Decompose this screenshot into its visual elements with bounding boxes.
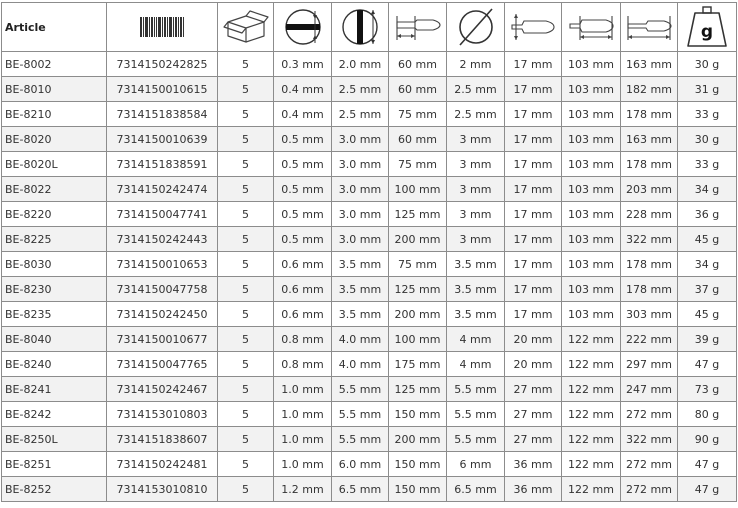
weight-cell: 47 g [678, 452, 737, 477]
blade-width-cell: 2.0 mm [332, 52, 389, 77]
table-row [2, 52, 737, 77]
pack-qty-cell: 5 [218, 452, 274, 477]
total-length-cell: 222 mm [621, 327, 678, 352]
blade-thickness-cell: 1.0 mm [274, 452, 332, 477]
pack-qty-cell: 5 [218, 152, 274, 177]
ean-cell: 7314150242825 [107, 52, 218, 77]
blade-length-cell: 100 mm [389, 177, 447, 202]
article-cell: BE-8225 [2, 227, 107, 252]
shaft-diameter-column-header [447, 3, 505, 52]
handle-length-cell: 122 mm [562, 327, 621, 352]
handle-diameter-cell: 17 mm [505, 102, 562, 127]
blade-length-cell: 125 mm [389, 277, 447, 302]
weight-cell: 37 g [678, 277, 737, 302]
total-length-icon [624, 10, 674, 44]
article-cell: BE-8230 [2, 277, 107, 302]
pack-qty-cell: 5 [218, 77, 274, 102]
blade-length-cell: 60 mm [389, 77, 447, 102]
handle-diameter-cell: 17 mm [505, 227, 562, 252]
handle-length-cell: 122 mm [562, 452, 621, 477]
blade-width-cell: 2.5 mm [332, 102, 389, 127]
ean-cell: 7314150242474 [107, 177, 218, 202]
table-row [2, 77, 737, 102]
handle-diameter-cell: 27 mm [505, 402, 562, 427]
shaft-diameter-cell: 3.5 mm [447, 302, 505, 327]
handle-length-cell: 103 mm [562, 302, 621, 327]
blade-thickness-cell: 0.5 mm [274, 152, 332, 177]
barcode-icon [138, 15, 186, 39]
total-length-cell: 322 mm [621, 227, 678, 252]
handle-length-cell: 103 mm [562, 277, 621, 302]
blade-width-cell: 5.5 mm [332, 427, 389, 452]
blade-length-cell: 150 mm [389, 452, 447, 477]
handle-length-cell: 122 mm [562, 352, 621, 377]
ean-cell: 7314151838591 [107, 152, 218, 177]
blade-thickness-cell: 0.6 mm [274, 277, 332, 302]
weight-cell: 30 g [678, 52, 737, 77]
article-cell: BE-8251 [2, 452, 107, 477]
weight-cell: 47 g [678, 477, 737, 502]
blade-width-cell: 3.5 mm [332, 302, 389, 327]
blade-thickness-cell: 0.8 mm [274, 352, 332, 377]
total-length-cell: 303 mm [621, 302, 678, 327]
blade-width-cell: 3.0 mm [332, 152, 389, 177]
handle-diameter-cell: 20 mm [505, 327, 562, 352]
pack-qty-cell: 5 [218, 277, 274, 302]
package-box-icon [222, 10, 270, 44]
handle-length-cell: 103 mm [562, 152, 621, 177]
article-column-header: Article [2, 3, 107, 52]
blade-width-cell: 5.5 mm [332, 402, 389, 427]
ean-cell: 7314150242467 [107, 377, 218, 402]
blade-thickness-cell: 1.0 mm [274, 427, 332, 452]
handle-diameter-cell: 17 mm [505, 177, 562, 202]
table-row [2, 402, 737, 427]
pack-qty-cell: 5 [218, 127, 274, 152]
ean-cell: 7314150242443 [107, 227, 218, 252]
header-row [2, 3, 737, 52]
blade-thickness-cell: 0.3 mm [274, 52, 332, 77]
blade-width-column-header [332, 3, 389, 52]
blade-thickness-cell: 0.8 mm [274, 327, 332, 352]
weight-cell: 90 g [678, 427, 737, 452]
weight-cell: 80 g [678, 402, 737, 427]
handle-length-cell: 122 mm [562, 377, 621, 402]
shaft-diameter-icon [454, 7, 498, 47]
blade-length-cell: 75 mm [389, 252, 447, 277]
ean-cell: 7314150047765 [107, 352, 218, 377]
table-row [2, 452, 737, 477]
blade-width-cell: 3.0 mm [332, 227, 389, 252]
ean-cell: 7314150242481 [107, 452, 218, 477]
shaft-diameter-cell: 2.5 mm [447, 77, 505, 102]
article-cell: BE-8020 [2, 127, 107, 152]
blade-length-cell: 100 mm [389, 327, 447, 352]
weight-cell: 30 g [678, 127, 737, 152]
total-length-cell: 163 mm [621, 127, 678, 152]
blade-thickness-cell: 1.0 mm [274, 402, 332, 427]
weight-cell: 31 g [678, 77, 737, 102]
handle-length-cell: 103 mm [562, 127, 621, 152]
table-row [2, 152, 737, 177]
blade-length-cell: 60 mm [389, 52, 447, 77]
blade-width-cell: 3.5 mm [332, 277, 389, 302]
shaft-diameter-cell: 3 mm [447, 177, 505, 202]
pack-qty-cell: 5 [218, 377, 274, 402]
ean-cell: 7314150010639 [107, 127, 218, 152]
total-length-cell: 182 mm [621, 77, 678, 102]
blade-length-cell: 75 mm [389, 102, 447, 127]
article-cell: BE-8010 [2, 77, 107, 102]
table-row [2, 352, 737, 377]
blade-length-cell: 150 mm [389, 477, 447, 502]
blade-width-icon [338, 7, 382, 47]
handle-diameter-cell: 17 mm [505, 277, 562, 302]
ean-cell: 7314150047741 [107, 202, 218, 227]
handle-diameter-cell: 27 mm [505, 427, 562, 452]
pack-qty-cell: 5 [218, 177, 274, 202]
shaft-diameter-cell: 5.5 mm [447, 427, 505, 452]
blade-thickness-cell: 0.5 mm [274, 227, 332, 252]
pack-qty-cell: 5 [218, 102, 274, 127]
shaft-diameter-cell: 2.5 mm [447, 102, 505, 127]
ean-cell: 7314150242450 [107, 302, 218, 327]
shaft-diameter-cell: 4 mm [447, 352, 505, 377]
article-cell: BE-8020L [2, 152, 107, 177]
handle-length-cell: 122 mm [562, 402, 621, 427]
handle-diameter-cell: 17 mm [505, 127, 562, 152]
blade-width-cell: 3.0 mm [332, 202, 389, 227]
total-length-cell: 272 mm [621, 452, 678, 477]
handle-diameter-cell: 20 mm [505, 352, 562, 377]
shaft-diameter-cell: 3 mm [447, 127, 505, 152]
blade-thickness-cell: 0.4 mm [274, 102, 332, 127]
total-length-cell: 297 mm [621, 352, 678, 377]
blade-length-column-header [389, 3, 447, 52]
total-length-cell: 178 mm [621, 102, 678, 127]
weight-cell: 47 g [678, 352, 737, 377]
blade-thickness-column-header [274, 3, 332, 52]
handle-diameter-cell: 27 mm [505, 377, 562, 402]
blade-length-cell: 200 mm [389, 302, 447, 327]
handle-length-cell: 122 mm [562, 477, 621, 502]
blade-width-cell: 3.5 mm [332, 252, 389, 277]
weight-cell: 34 g [678, 177, 737, 202]
ean-cell: 7314153010803 [107, 402, 218, 427]
blade-length-cell: 60 mm [389, 127, 447, 152]
blade-length-cell: 125 mm [389, 377, 447, 402]
ean-cell: 7314150010677 [107, 327, 218, 352]
ean-cell: 7314151838607 [107, 427, 218, 452]
handle-diameter-cell: 36 mm [505, 477, 562, 502]
article-cell: BE-8235 [2, 302, 107, 327]
ean-cell: 7314150010615 [107, 77, 218, 102]
blade-length-icon [393, 10, 443, 44]
total-length-cell: 322 mm [621, 427, 678, 452]
shaft-diameter-cell: 5.5 mm [447, 402, 505, 427]
table-row [2, 277, 737, 302]
article-cell: BE-8030 [2, 252, 107, 277]
weight-icon [685, 6, 729, 48]
blade-thickness-icon [281, 7, 325, 47]
pack-qty-cell: 5 [218, 227, 274, 252]
pack-qty-cell: 5 [218, 402, 274, 427]
table-row [2, 127, 737, 152]
blade-width-cell: 3.0 mm [332, 177, 389, 202]
weight-cell: 33 g [678, 102, 737, 127]
table-row [2, 427, 737, 452]
total-length-cell: 228 mm [621, 202, 678, 227]
table-row [2, 302, 737, 327]
handle-diameter-cell: 17 mm [505, 152, 562, 177]
blade-width-cell: 2.5 mm [332, 77, 389, 102]
total-length-cell: 272 mm [621, 477, 678, 502]
article-cell: BE-8040 [2, 327, 107, 352]
handle-diameter-column-header [505, 3, 562, 52]
pack-qty-cell: 5 [218, 202, 274, 227]
weight-column-header [678, 3, 737, 52]
article-cell: BE-8240 [2, 352, 107, 377]
handle-length-cell: 103 mm [562, 77, 621, 102]
blade-length-cell: 150 mm [389, 402, 447, 427]
article-cell: BE-8242 [2, 402, 107, 427]
blade-length-cell: 175 mm [389, 352, 447, 377]
table-row [2, 177, 737, 202]
blade-length-cell: 75 mm [389, 152, 447, 177]
blade-width-cell: 3.0 mm [332, 127, 389, 152]
total-length-cell: 178 mm [621, 152, 678, 177]
weight-cell: 36 g [678, 202, 737, 227]
table-row [2, 252, 737, 277]
pack-qty-cell: 5 [218, 477, 274, 502]
handle-diameter-cell: 17 mm [505, 202, 562, 227]
package-column-header [218, 3, 274, 52]
weight-cell: 34 g [678, 252, 737, 277]
handle-diameter-cell: 17 mm [505, 302, 562, 327]
article-cell: BE-8002 [2, 52, 107, 77]
handle-diameter-cell: 17 mm [505, 252, 562, 277]
blade-width-cell: 4.0 mm [332, 352, 389, 377]
shaft-diameter-cell: 5.5 mm [447, 377, 505, 402]
handle-length-cell: 103 mm [562, 252, 621, 277]
spec-table-body [2, 52, 737, 502]
barcode-column-header [107, 3, 218, 52]
total-length-cell: 178 mm [621, 277, 678, 302]
product-spec-table [1, 2, 737, 502]
table-row [2, 102, 737, 127]
weight-glyph: g [700, 22, 714, 42]
shaft-diameter-cell: 3.5 mm [447, 277, 505, 302]
blade-thickness-cell: 0.6 mm [274, 302, 332, 327]
handle-length-cell: 103 mm [562, 202, 621, 227]
ean-cell: 7314153010810 [107, 477, 218, 502]
ean-cell: 7314151838584 [107, 102, 218, 127]
blade-length-cell: 200 mm [389, 427, 447, 452]
handle-diameter-cell: 17 mm [505, 77, 562, 102]
handle-diameter-cell: 36 mm [505, 452, 562, 477]
total-length-column-header [621, 3, 678, 52]
pack-qty-cell: 5 [218, 252, 274, 277]
article-cell: BE-8210 [2, 102, 107, 127]
table-row [2, 327, 737, 352]
blade-thickness-cell: 0.6 mm [274, 252, 332, 277]
blade-length-cell: 200 mm [389, 227, 447, 252]
weight-cell: 39 g [678, 327, 737, 352]
ean-cell: 7314150010653 [107, 252, 218, 277]
table-row [2, 377, 737, 402]
handle-length-cell: 103 mm [562, 102, 621, 127]
handle-length-cell: 103 mm [562, 227, 621, 252]
blade-width-cell: 4.0 mm [332, 327, 389, 352]
shaft-diameter-cell: 3 mm [447, 202, 505, 227]
blade-width-cell: 6.0 mm [332, 452, 389, 477]
pack-qty-cell: 5 [218, 302, 274, 327]
weight-cell: 73 g [678, 377, 737, 402]
handle-length-icon [566, 10, 616, 44]
weight-cell: 33 g [678, 152, 737, 177]
blade-thickness-cell: 0.5 mm [274, 127, 332, 152]
shaft-diameter-cell: 6.5 mm [447, 477, 505, 502]
blade-thickness-cell: 1.0 mm [274, 377, 332, 402]
pack-qty-cell: 5 [218, 52, 274, 77]
blade-thickness-cell: 1.2 mm [274, 477, 332, 502]
weight-cell: 45 g [678, 302, 737, 327]
shaft-diameter-cell: 3 mm [447, 152, 505, 177]
total-length-cell: 272 mm [621, 402, 678, 427]
article-cell: BE-8241 [2, 377, 107, 402]
article-cell: BE-8252 [2, 477, 107, 502]
article-cell: BE-8250L [2, 427, 107, 452]
blade-width-cell: 5.5 mm [332, 377, 389, 402]
article-cell: BE-8220 [2, 202, 107, 227]
table-row [2, 477, 737, 502]
blade-thickness-cell: 0.4 mm [274, 77, 332, 102]
table-row [2, 202, 737, 227]
handle-length-column-header [562, 3, 621, 52]
blade-thickness-cell: 0.5 mm [274, 202, 332, 227]
handle-length-cell: 122 mm [562, 427, 621, 452]
shaft-diameter-cell: 6 mm [447, 452, 505, 477]
blade-length-cell: 125 mm [389, 202, 447, 227]
table-row [2, 227, 737, 252]
ean-cell: 7314150047758 [107, 277, 218, 302]
shaft-diameter-cell: 2 mm [447, 52, 505, 77]
blade-width-cell: 6.5 mm [332, 477, 389, 502]
shaft-diameter-cell: 3 mm [447, 227, 505, 252]
pack-qty-cell: 5 [218, 352, 274, 377]
weight-cell: 45 g [678, 227, 737, 252]
total-length-cell: 178 mm [621, 252, 678, 277]
blade-thickness-cell: 0.5 mm [274, 177, 332, 202]
handle-diameter-cell: 17 mm [505, 52, 562, 77]
total-length-cell: 163 mm [621, 52, 678, 77]
handle-length-cell: 103 mm [562, 52, 621, 77]
article-cell: BE-8022 [2, 177, 107, 202]
handle-diameter-icon [508, 10, 558, 44]
pack-qty-cell: 5 [218, 427, 274, 452]
total-length-cell: 247 mm [621, 377, 678, 402]
shaft-diameter-cell: 4 mm [447, 327, 505, 352]
total-length-cell: 203 mm [621, 177, 678, 202]
pack-qty-cell: 5 [218, 327, 274, 352]
handle-length-cell: 103 mm [562, 177, 621, 202]
shaft-diameter-cell: 3.5 mm [447, 252, 505, 277]
